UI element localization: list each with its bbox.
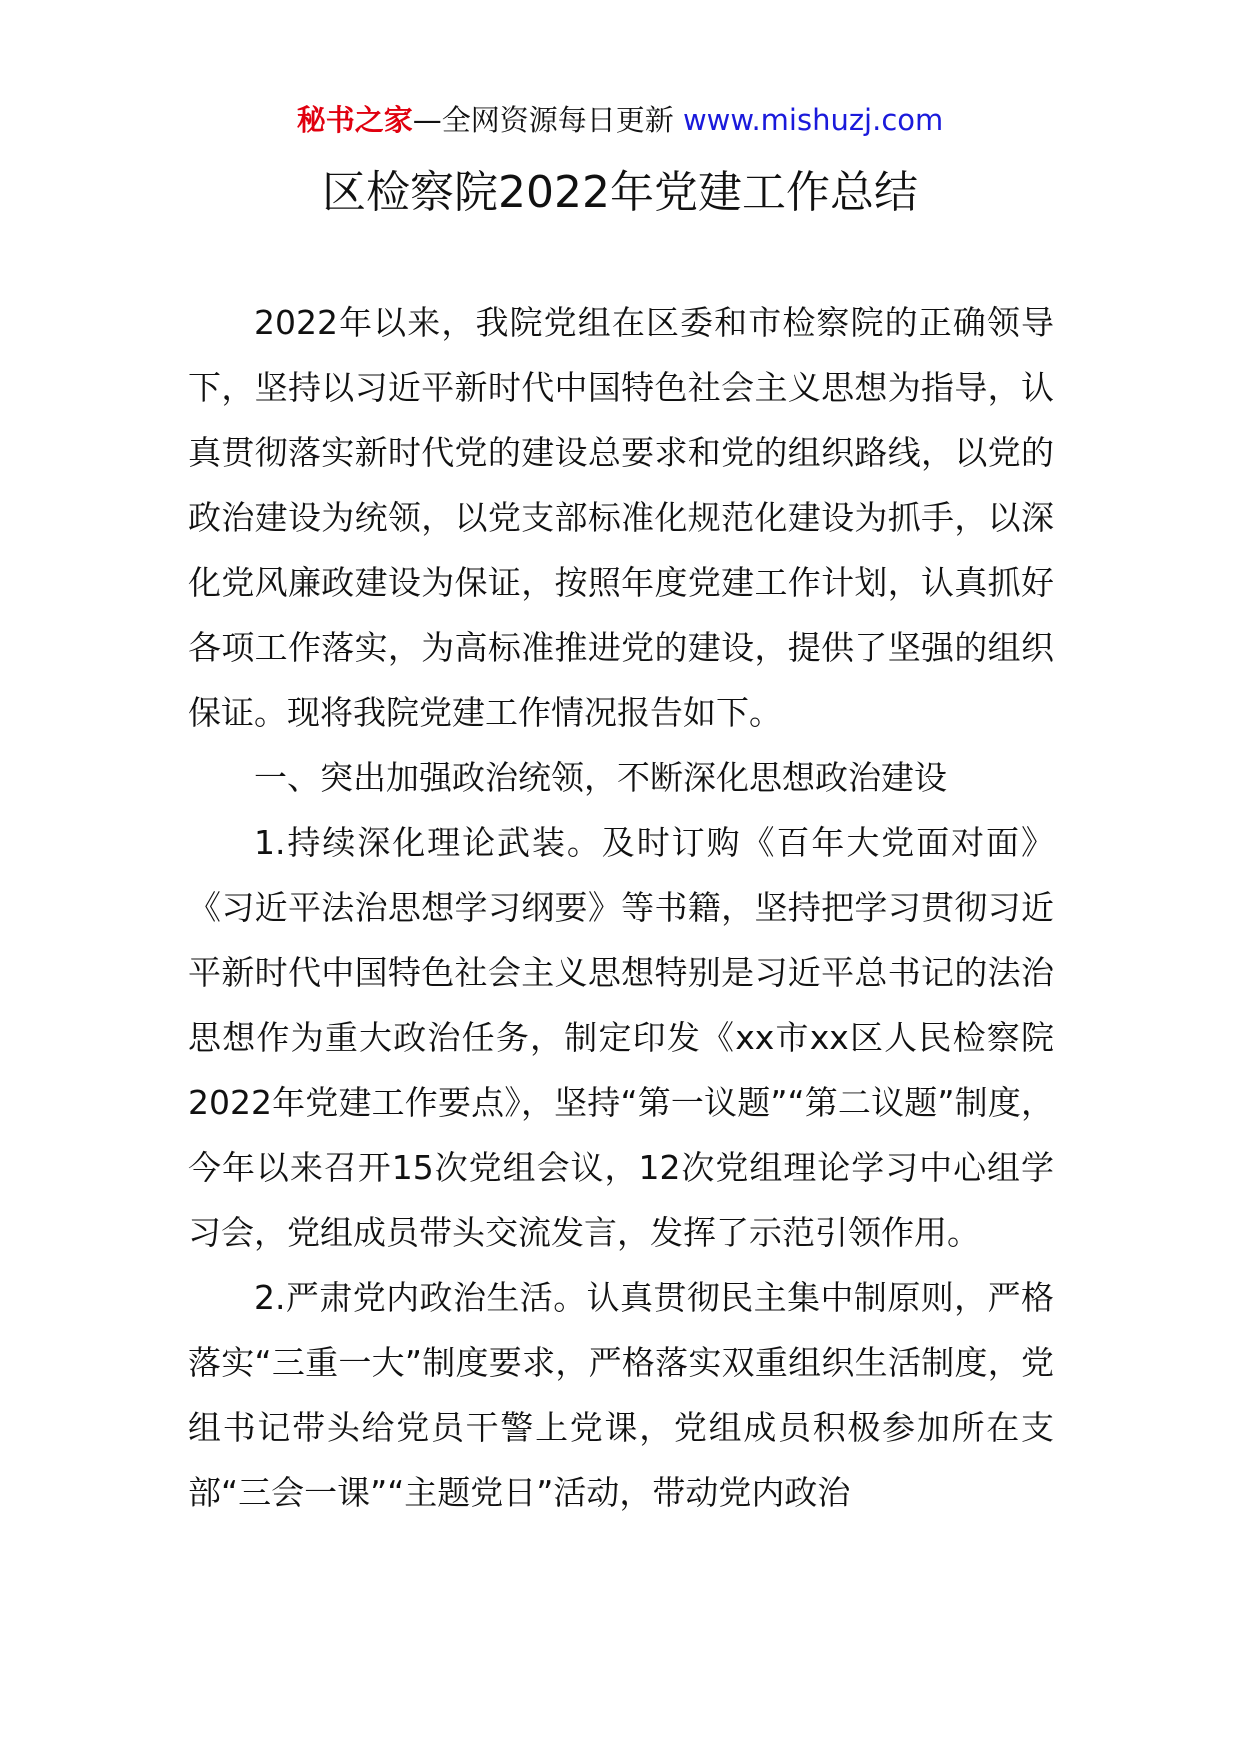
header-banner — [0, 100, 1240, 140]
header-slogan: —全网资源每日更新 — [412, 103, 683, 137]
document-body — [188, 290, 1054, 1525]
paragraph-theory-study: 1.持续深化理论武装。及时订购《百年大党面对面》《习近平法治思想学习纲要》等书籍，坚持把学习贯彻习近平新时代中国特色社会主义思想特别是习近平总书记的法治思想作为重大政治任务，制定印发《xx市xx区人民检察院2022年党建工作要点》，坚持“第一议题”“第二议题”制度，今年以来召开15次党组会议，12次党组理论学习中心组学习会，党组成员带头交流发言，发挥了示范引领作用。 — [188, 823, 1054, 1252]
paragraph-political-life: 2.严肃党内政治生活。认真贯彻民主集中制原则，严格落实“三重一大”制度要求，严格落实双重组织生活制度，党组书记带头给党员干警上党课，党组成员积极参加所在支部“三会一课”“主题党日”活动，带动党内政治 — [188, 1278, 1054, 1512]
brand-name: 秘书之家 — [296, 103, 413, 137]
document-title: 区检察院2022年党建工作总结 — [322, 167, 918, 218]
intro-paragraph: 2022年以来，我院党组在区委和市检察院的正确领导下，坚持以习近平新时代中国特色社会主义思想为指导，认真贯彻落实新时代党的建设总要求和党的组织路线，以党的政治建设为统领，以党支部标准化规范化建设为抓手，以深化党风廉政建设为保证，按照年度党建工作计划，认真抓好各项工作落实，为高标准推进党的建设，提供了坚强的组织保证。现将我院党建工作情况报告如下。 — [188, 303, 1054, 732]
website-link[interactable]: www.mishuzj.com — [682, 103, 944, 137]
section-heading-1: 一、突出加强政治统领，不断深化思想政治建设 — [254, 758, 947, 797]
